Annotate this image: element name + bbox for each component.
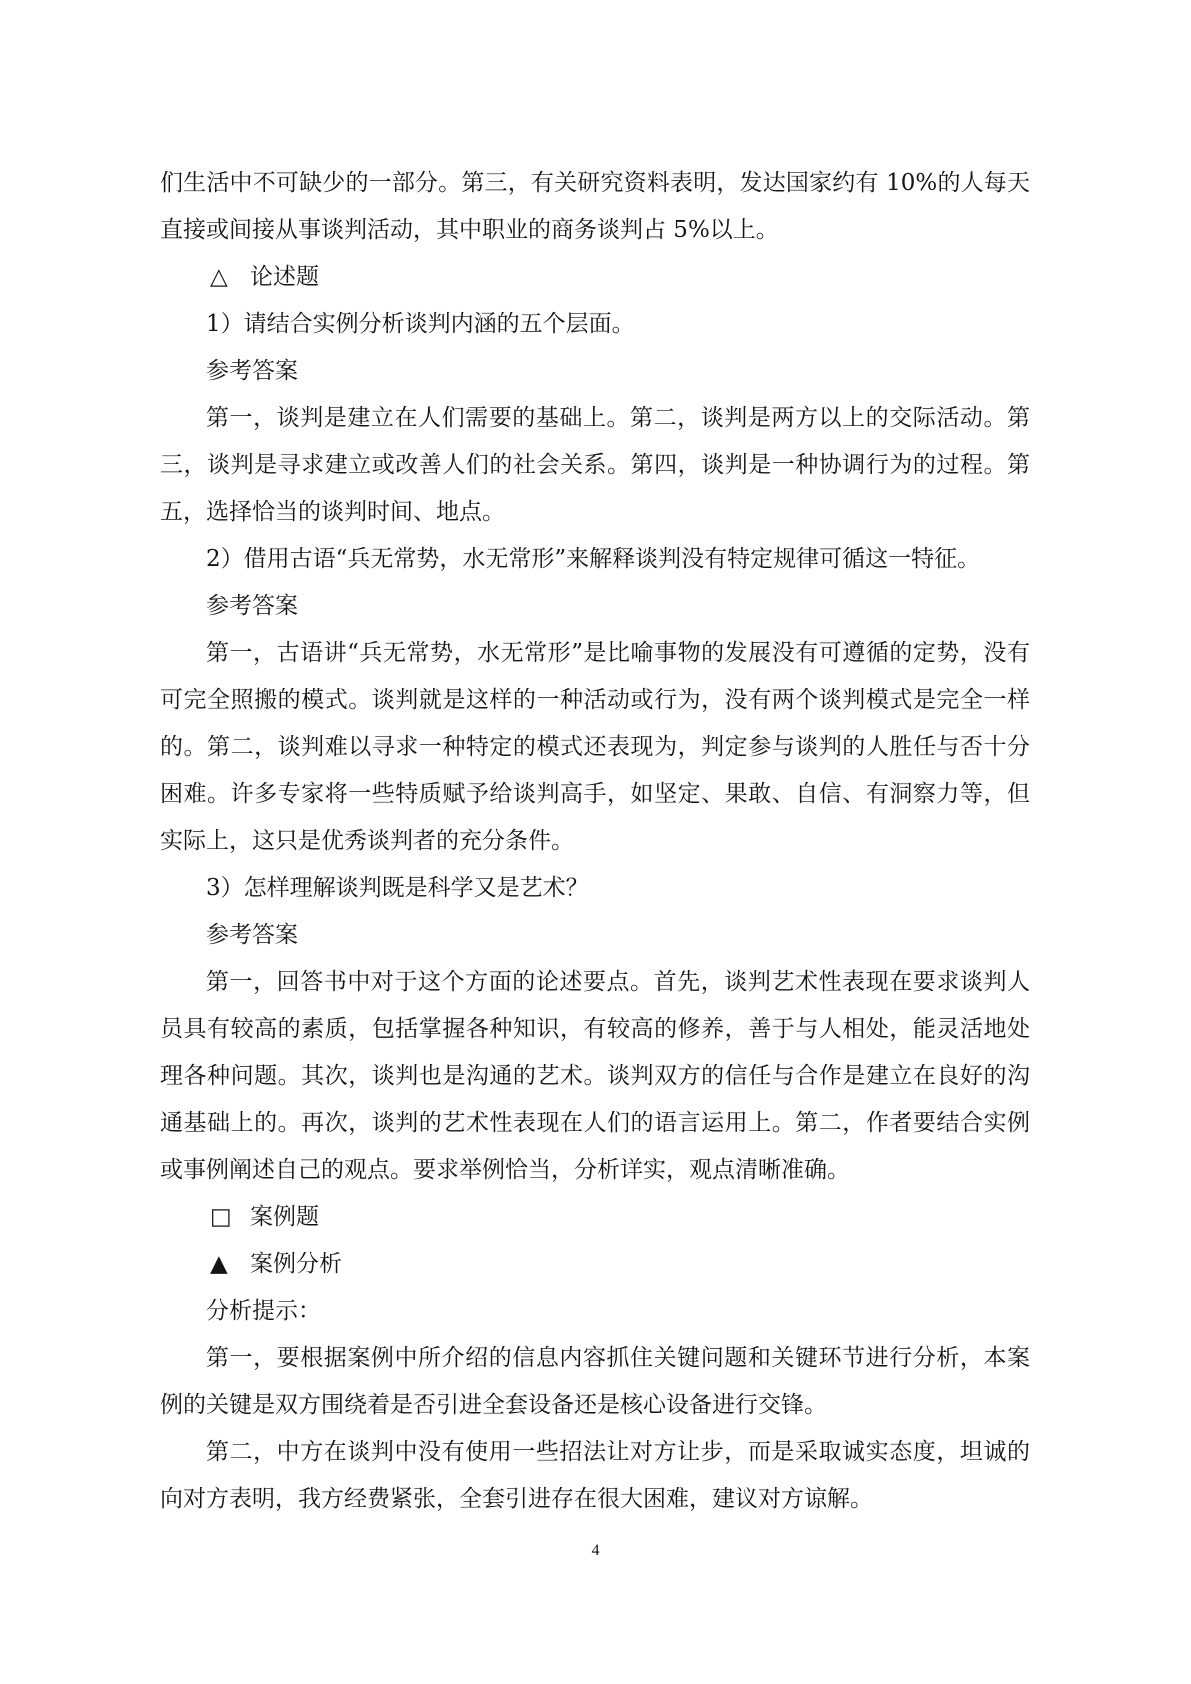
answer-1: 第一，谈判是建立在人们需要的基础上。第二，谈判是两方以上的交际活动。第三，谈判是寻求建立或改善人们的社会关系。第四，谈判是一种协调行为的过程。第五，选择恰当的谈判时间、地点。	[160, 405, 1030, 525]
question-1: 1）请结合实例分析谈判内涵的五个层面。	[206, 311, 635, 337]
section-heading-case-analysis	[160, 1241, 1030, 1288]
answer-label-1: 参考答案	[206, 358, 298, 384]
analysis-point-2: 第二，中方在谈判中没有使用一些招法让对方让步，而是采取诚实态度，坦诚的向对方表明，我方经费紧张，全套引进存在很大困难，建议对方谅解。	[160, 1439, 1030, 1512]
answer-label-2: 参考答案	[206, 593, 298, 619]
document-body	[160, 160, 1030, 1523]
section-heading-essay	[160, 254, 1030, 301]
section-heading-label: 论述题	[250, 264, 319, 290]
triangle-filled-icon: ▲	[210, 1251, 228, 1277]
section-heading-case	[160, 1194, 1030, 1241]
page-number: 4	[591, 1542, 600, 1559]
analysis-hint-label: 分析提示：	[206, 1298, 321, 1324]
paragraph-continuation: 们生活中不可缺少的一部分。第三，有关研究资料表明，发达国家约有 10%的人每天直接或间接从事谈判活动，其中职业的商务谈判占 5%以上。	[160, 170, 1030, 243]
question-2: 2）借用古语“兵无常势，水无常形”来解释谈判没有特定规律可循这一特征。	[206, 546, 981, 572]
answer-2: 第一，古语讲“兵无常势，水无常形”是比喻事物的发展没有可遵循的定势，没有可完全照搬的模式。谈判就是这样的一种活动或行为，没有两个谈判模式是完全一样的。第二，谈判难以寻求一种特定的模式还表现为，判定参与谈判的人胜任与否十分困难。许多专家将一些特质赋予给谈判高手，如坚定、果敢、自信、有洞察力等，但实际上，这只是优秀谈判者的充分条件。	[160, 640, 1030, 854]
answer-3: 第一，回答书中对于这个方面的论述要点。首先，谈判艺术性表现在要求谈判人员具有较高的素质，包括掌握各种知识，有较高的修养，善于与人相处，能灵活地处理各种问题。其次，谈判也是沟通的艺术。谈判双方的信任与合作是建立在良好的沟通基础上的。再次，谈判的艺术性表现在人们的语言运用上。第二，作者要结合实例或事例阐述自己的观点。要求举例恰当，分析详实，观点清晰准确。	[160, 969, 1030, 1183]
triangle-outline-icon: △	[210, 264, 228, 290]
section-heading-label: 案例分析	[250, 1251, 342, 1277]
square-outline-icon: □	[210, 1204, 232, 1230]
analysis-point-1: 第一，要根据案例中所介绍的信息内容抓住关键问题和关键环节进行分析，本案例的关键是双方围绕着是否引进全套设备还是核心设备进行交锋。	[160, 1345, 1030, 1418]
question-3: 3）怎样理解谈判既是科学又是艺术？	[206, 875, 589, 901]
answer-label-3: 参考答案	[206, 922, 298, 948]
section-heading-label: 案例题	[250, 1204, 319, 1230]
